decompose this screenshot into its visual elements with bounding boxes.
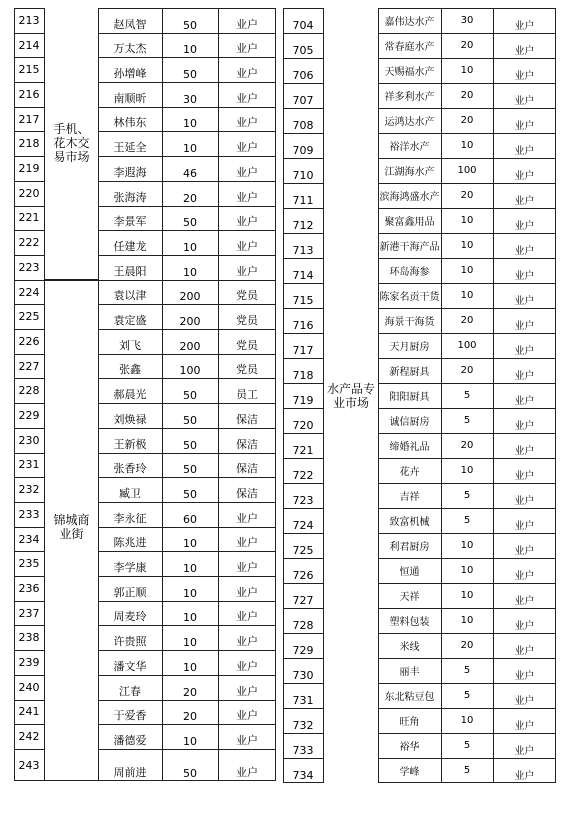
donor-name: 嘉伟达水产 — [384, 17, 435, 28]
row-number: 232 — [18, 483, 40, 497]
market-name-cell: 水产品专业市场 — [324, 8, 378, 783]
donor-name: 袁定盛 — [113, 314, 147, 328]
donation-amount: 10 — [183, 142, 197, 156]
donor-type: 业户 — [514, 246, 535, 257]
donor-name: 王新极 — [113, 437, 147, 451]
donation-table-right — [283, 8, 556, 783]
row-number: 708 — [292, 119, 314, 132]
donation-amount: 10 — [460, 715, 474, 726]
donation-amount: 10 — [183, 636, 197, 650]
market-divider — [44, 279, 98, 280]
donor-type: 业户 — [236, 91, 258, 105]
donor-type: 业户 — [514, 596, 535, 607]
row-number: 216 — [18, 87, 40, 101]
donor-name: 郭正顺 — [113, 585, 147, 599]
row-number: 725 — [292, 544, 314, 557]
donation-amount: 20 — [460, 365, 474, 376]
donor-name: 张香玲 — [113, 462, 147, 476]
donor-name: 环岛海参 — [389, 267, 430, 278]
donation-amount: 10 — [183, 43, 197, 57]
donor-name: 天月厨房 — [389, 342, 430, 353]
donation-amount: 50 — [183, 68, 197, 82]
market-name-cell: 手机、花木交易市场 — [45, 8, 98, 279]
donor-name: 陈兆进 — [113, 536, 147, 550]
donor-type: 业户 — [236, 42, 258, 56]
row-number: 732 — [292, 719, 314, 732]
donor-name: 阳阳厨具 — [389, 392, 430, 403]
donation-amount: 10 — [460, 615, 474, 626]
donor-name: 于爱香 — [113, 709, 147, 723]
donor-type: 业户 — [236, 585, 258, 599]
row-number: 220 — [18, 186, 40, 200]
row-number: 217 — [18, 112, 40, 126]
donor-type: 业户 — [514, 146, 535, 157]
donor-type: 业户 — [514, 521, 535, 532]
row-number: 225 — [18, 310, 40, 324]
donation-amount: 10 — [460, 465, 474, 476]
row-number: 733 — [292, 744, 314, 757]
donor-type: 业户 — [514, 71, 535, 82]
donation-amount: 20 — [460, 315, 474, 326]
donation-amount: 20 — [460, 115, 474, 126]
donor-name: 花卉 — [399, 467, 420, 478]
row-number: 723 — [292, 494, 314, 507]
donor-name: 天祥 — [399, 592, 420, 603]
donation-amount: 10 — [460, 140, 474, 151]
donor-name: 万太杰 — [113, 42, 147, 56]
row-number: 712 — [292, 219, 314, 232]
row-number: 223 — [18, 260, 40, 274]
donor-type: 业户 — [236, 766, 258, 779]
donor-name: 滨海鸿盛水产 — [379, 192, 440, 203]
donor-name: 周前进 — [113, 766, 147, 779]
donation-amount: 30 — [460, 15, 474, 26]
row-number: 709 — [292, 144, 314, 157]
row-number: 221 — [18, 211, 40, 225]
donation-amount: 50 — [183, 18, 197, 32]
donation-amount: 100 — [179, 364, 201, 378]
donation-amount: 10 — [183, 265, 197, 279]
row-number: 218 — [18, 137, 40, 151]
donor-type: 业户 — [236, 264, 258, 278]
donor-type: 业户 — [514, 771, 535, 782]
row-number: 706 — [292, 69, 314, 82]
donor-name: 许贵照 — [113, 635, 147, 649]
donor-type: 党员 — [236, 314, 258, 328]
donor-type: 业户 — [514, 646, 535, 657]
donation-amount: 200 — [179, 315, 201, 329]
row-number: 237 — [18, 606, 40, 620]
donor-name: 旺角 — [399, 717, 420, 728]
donation-amount: 50 — [183, 413, 197, 427]
donation-amount: 10 — [183, 117, 197, 131]
donor-type: 党员 — [236, 363, 258, 377]
row-number: 243 — [18, 758, 40, 772]
donor-type: 业户 — [236, 709, 258, 723]
donor-name: 丽丰 — [399, 667, 420, 678]
donor-type: 业户 — [514, 671, 535, 682]
donation-amount: 200 — [179, 290, 201, 304]
donor-type: 业户 — [514, 746, 535, 757]
donor-name: 郝晨光 — [113, 388, 147, 402]
donor-name: 陈家名贡干货 — [379, 292, 440, 303]
donation-amount: 10 — [460, 540, 474, 551]
donor-type: 党员 — [236, 338, 258, 352]
donor-type: 业户 — [236, 635, 258, 649]
donor-name: 周麦玲 — [113, 610, 147, 624]
donation-amount: 10 — [183, 611, 197, 625]
donation-amount: 50 — [183, 463, 197, 477]
donor-type: 业户 — [236, 659, 258, 673]
row-number: 215 — [18, 63, 40, 77]
donation-amount: 20 — [460, 90, 474, 101]
donor-name: 潘文华 — [113, 659, 147, 673]
donor-name: 吉祥 — [399, 492, 420, 503]
row-number: 724 — [292, 519, 314, 532]
donor-type: 业户 — [236, 733, 258, 747]
donor-type: 业户 — [236, 684, 258, 698]
donor-name: 东北粘豆包 — [384, 692, 435, 703]
donor-name: 学峰 — [399, 767, 420, 778]
row-number: 227 — [18, 359, 40, 373]
row-number: 231 — [18, 458, 40, 472]
donor-name: 常春庭水产 — [384, 42, 435, 53]
donation-amount: 5 — [463, 390, 471, 401]
donor-type: 业户 — [236, 141, 258, 155]
row-number: 230 — [18, 433, 40, 447]
row-number: 238 — [18, 631, 40, 645]
donor-type: 业户 — [514, 221, 535, 232]
donor-name: 恒通 — [399, 567, 420, 578]
donor-name: 致富机械 — [389, 517, 430, 528]
donor-name: 张海涛 — [113, 190, 147, 204]
column-divider — [441, 8, 442, 783]
donation-amount: 5 — [463, 415, 471, 426]
donation-amount: 10 — [183, 240, 197, 254]
row-number: 213 — [18, 13, 40, 27]
row-number: 734 — [292, 769, 314, 782]
donor-type: 业户 — [514, 121, 535, 132]
donation-amount: 60 — [183, 512, 197, 526]
donor-type: 业户 — [514, 571, 535, 582]
row-number: 705 — [292, 44, 314, 57]
donor-name: 裕华 — [399, 742, 420, 753]
donation-amount: 10 — [183, 660, 197, 674]
donation-amount: 50 — [183, 767, 197, 780]
donor-type: 业户 — [514, 371, 535, 382]
donation-amount: 20 — [460, 190, 474, 201]
donation-amount: 20 — [460, 640, 474, 651]
donor-type: 业户 — [514, 471, 535, 482]
donation-amount: 5 — [463, 690, 471, 701]
donation-amount: 10 — [183, 537, 197, 551]
donor-type: 业户 — [514, 296, 535, 307]
donation-amount: 5 — [463, 490, 471, 501]
donor-type: 业户 — [514, 321, 535, 332]
row-number: 239 — [18, 656, 40, 670]
donor-name: 缔婚礼品 — [389, 442, 430, 453]
row-number: 719 — [292, 394, 314, 407]
donation-amount: 10 — [183, 734, 197, 748]
donor-name: 潘德爱 — [113, 733, 147, 747]
donor-type: 保洁 — [236, 412, 258, 426]
row-number: 214 — [18, 38, 40, 52]
donor-type: 业户 — [514, 496, 535, 507]
donation-amount: 46 — [183, 166, 197, 180]
row-number: 226 — [18, 334, 40, 348]
row-number: 710 — [292, 169, 314, 182]
donation-amount: 10 — [183, 562, 197, 576]
donor-type: 保洁 — [236, 462, 258, 476]
donor-name: 运鸿达水产 — [384, 117, 435, 128]
row-number: 707 — [292, 94, 314, 107]
donor-name: 塑料包装 — [389, 617, 430, 628]
donor-name: 祥多利水产 — [384, 92, 435, 103]
donor-type: 员工 — [236, 388, 258, 402]
donor-type: 业户 — [514, 546, 535, 557]
row-number: 727 — [292, 594, 314, 607]
row-number: 704 — [292, 19, 314, 32]
donor-name: 李学康 — [113, 561, 147, 575]
donation-amount: 5 — [463, 765, 471, 776]
donor-type: 业户 — [514, 621, 535, 632]
donation-amount: 100 — [457, 340, 477, 351]
column-divider — [162, 8, 163, 781]
donation-amount: 20 — [460, 440, 474, 451]
donation-amount: 100 — [457, 165, 477, 176]
donor-type: 业户 — [236, 239, 258, 253]
donor-name: 刘焕禄 — [113, 412, 147, 426]
donor-name: 任建龙 — [113, 239, 147, 253]
row-number: 729 — [292, 644, 314, 657]
donor-name: 米线 — [399, 642, 420, 653]
donor-type: 业户 — [514, 271, 535, 282]
donation-amount: 5 — [463, 665, 471, 676]
donor-name: 孙增峰 — [113, 67, 147, 81]
row-number: 235 — [18, 557, 40, 571]
donor-type: 业户 — [514, 721, 535, 732]
donation-amount: 20 — [460, 40, 474, 51]
row-number: 229 — [18, 409, 40, 423]
row-number: 722 — [292, 469, 314, 482]
row-number: 228 — [18, 384, 40, 398]
row-number: 234 — [18, 532, 40, 546]
donor-name: 天赐福水产 — [384, 67, 435, 78]
row-number: 240 — [18, 680, 40, 694]
donor-name: 袁以津 — [113, 289, 147, 303]
donor-name: 张鑫 — [119, 363, 141, 377]
donation-amount: 20 — [183, 685, 197, 699]
donor-name: 新港干海产品 — [379, 242, 440, 253]
donation-amount: 10 — [183, 586, 197, 600]
donor-name: 王晨阳 — [113, 264, 147, 278]
donor-name: 江湖海水产 — [384, 167, 435, 178]
donor-name: 臧卫 — [119, 486, 141, 500]
row-number: 730 — [292, 669, 314, 682]
donation-amount: 10 — [460, 565, 474, 576]
donor-type: 业户 — [236, 215, 258, 229]
donation-amount: 50 — [183, 438, 197, 452]
row-number: 222 — [18, 236, 40, 250]
donor-type: 业户 — [236, 190, 258, 204]
row-number: 713 — [292, 244, 314, 257]
donor-type: 业户 — [514, 171, 535, 182]
donor-type: 保洁 — [236, 486, 258, 500]
donor-name: 诚信厨房 — [389, 417, 430, 428]
donation-amount: 5 — [463, 740, 471, 751]
row-number: 219 — [18, 162, 40, 176]
donation-table-left — [14, 8, 276, 781]
donation-amount: 50 — [183, 216, 197, 230]
row-number: 720 — [292, 419, 314, 432]
donation-amount: 10 — [460, 590, 474, 601]
donor-type: 业户 — [514, 196, 535, 207]
row-number: 711 — [292, 194, 314, 207]
donor-type: 业户 — [236, 116, 258, 130]
donor-type: 业户 — [236, 561, 258, 575]
row-number: 716 — [292, 319, 314, 332]
column-divider — [493, 8, 494, 783]
donor-name: 裕洋水产 — [389, 142, 430, 153]
donor-name: 新程厨具 — [389, 367, 430, 378]
row-number: 715 — [292, 294, 314, 307]
donation-amount: 10 — [460, 265, 474, 276]
donor-type: 业户 — [236, 610, 258, 624]
donor-type: 业户 — [514, 446, 535, 457]
donation-amount: 10 — [460, 215, 474, 226]
row-number: 241 — [18, 705, 40, 719]
donor-name: 李遐海 — [113, 165, 147, 179]
column-divider — [218, 8, 219, 781]
row-number: 233 — [18, 507, 40, 521]
donation-amount: 50 — [183, 389, 197, 403]
row-number: 224 — [18, 285, 40, 299]
donor-type: 业户 — [514, 346, 535, 357]
donor-type: 业户 — [236, 17, 258, 31]
donor-name: 赵凤智 — [113, 17, 147, 31]
row-number: 242 — [18, 730, 40, 744]
row-number: 717 — [292, 344, 314, 357]
row-number: 728 — [292, 619, 314, 632]
row-number: 718 — [292, 369, 314, 382]
donor-name: 林伟东 — [113, 116, 147, 130]
row-number: 236 — [18, 581, 40, 595]
row-number: 726 — [292, 569, 314, 582]
column-divider — [378, 8, 379, 783]
donation-amount: 5 — [463, 515, 471, 526]
donor-name: 王延全 — [113, 141, 147, 155]
row-number: 714 — [292, 269, 314, 282]
donation-amount: 20 — [183, 191, 197, 205]
donor-type: 业户 — [514, 96, 535, 107]
donor-type: 党员 — [236, 289, 258, 303]
row-number: 731 — [292, 694, 314, 707]
market-name-cell: 锦城商业街 — [45, 281, 98, 774]
donor-type: 业户 — [236, 67, 258, 81]
donation-amount: 10 — [460, 65, 474, 76]
donation-amount: 50 — [183, 487, 197, 501]
donation-amount: 10 — [460, 290, 474, 301]
donor-type: 业户 — [514, 421, 535, 432]
donation-amount: 10 — [460, 240, 474, 251]
donor-type: 业户 — [514, 696, 535, 707]
donor-name: 江春 — [119, 684, 141, 698]
donor-name: 李永征 — [113, 511, 147, 525]
donor-name: 聚富鑫用品 — [384, 217, 435, 228]
donation-amount: 20 — [183, 710, 197, 724]
donation-amount: 30 — [183, 92, 197, 106]
donor-name: 李景军 — [113, 215, 147, 229]
donor-name: 南顺昕 — [113, 91, 147, 105]
donation-amount: 200 — [179, 339, 201, 353]
donor-name: 刘飞 — [119, 338, 141, 352]
donor-type: 业户 — [236, 165, 258, 179]
donor-type: 保洁 — [236, 437, 258, 451]
donor-type: 业户 — [514, 396, 535, 407]
donor-name: 海景干海货 — [384, 317, 435, 328]
donor-type: 业户 — [514, 21, 535, 32]
donor-type: 业户 — [236, 536, 258, 550]
donor-type: 业户 — [236, 511, 258, 525]
donor-type: 业户 — [514, 46, 535, 57]
row-number: 721 — [292, 444, 314, 457]
column-divider — [98, 8, 99, 781]
donor-name: 利君厨房 — [389, 542, 430, 553]
